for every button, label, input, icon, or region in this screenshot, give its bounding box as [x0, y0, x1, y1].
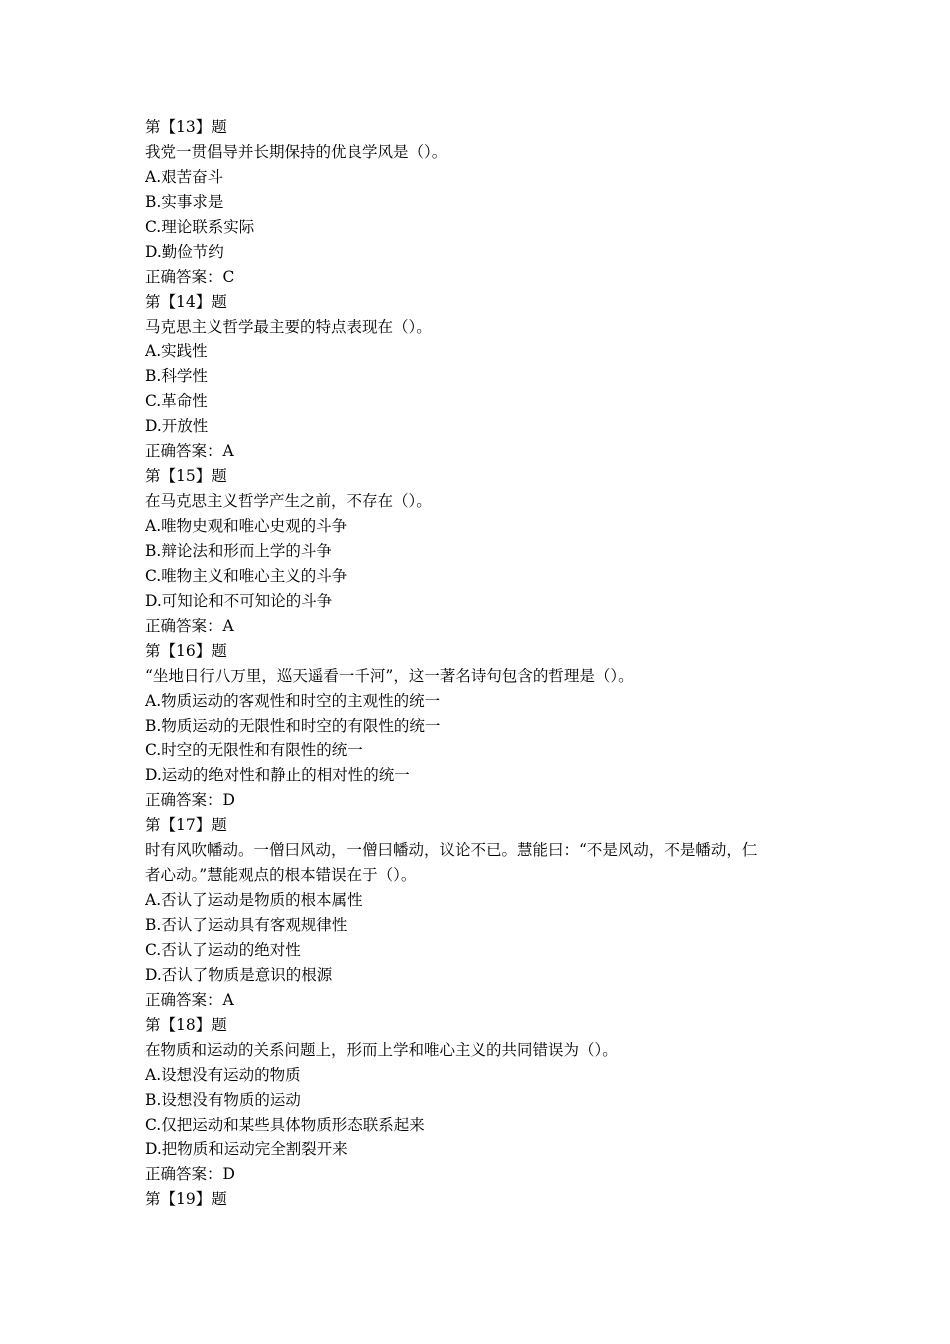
option-b: B.科学性 — [145, 367, 208, 386]
option-a: A.唯物史观和唯心史观的斗争 — [145, 517, 348, 535]
correct-answer: 正确答案：D — [145, 1165, 235, 1184]
option-c: C.时空的无限性和有限性的统一 — [145, 741, 363, 760]
option-d: D.把物质和运动完全割裂开来 — [145, 1140, 348, 1159]
correct-answer: 正确答案：D — [145, 791, 235, 810]
question-list — [145, 115, 815, 1212]
option-a: A.设想没有运动的物质 — [145, 1065, 301, 1084]
question-17 — [145, 813, 815, 1013]
question-stem-line-2: 者心动。”慧能观点的根本错误在于（）。 — [145, 866, 417, 885]
question-stem: 马克思主义哲学最主要的特点表现在（）。 — [145, 317, 432, 336]
question-13 — [145, 115, 815, 290]
question-number: 第【16】题 — [145, 641, 227, 660]
option-c: C.否认了运动的绝对性 — [145, 940, 301, 959]
option-b: B.实事求是 — [145, 192, 224, 211]
question-16 — [145, 639, 815, 814]
option-a: A.实践性 — [145, 342, 208, 361]
question-number: 第【18】题 — [145, 1015, 227, 1034]
option-b: B.物质运动的无限性和时空的有限性的统一 — [145, 716, 441, 735]
option-d: D.运动的绝对性和静止的相对性的统一 — [145, 766, 410, 785]
question-14 — [145, 290, 815, 465]
option-d: D.否认了物质是意识的根源 — [145, 965, 333, 984]
correct-answer: 正确答案：A — [145, 616, 234, 635]
question-18 — [145, 1013, 815, 1188]
correct-answer: 正确答案：A — [145, 442, 234, 461]
option-b: B.否认了运动具有客观规律性 — [145, 916, 348, 934]
option-b: B.设想没有物质的运动 — [145, 1090, 301, 1109]
question-15 — [145, 464, 815, 639]
correct-answer: 正确答案：A — [145, 990, 234, 1009]
question-stem: 在马克思主义哲学产生之前，不存在（）。 — [145, 492, 432, 511]
question-number: 第【13】题 — [145, 118, 227, 136]
option-a: A.艰苦奋斗 — [145, 167, 224, 186]
correct-answer: 正确答案：C — [145, 267, 235, 286]
option-c: C.理论联系实际 — [145, 217, 255, 236]
question-number: 第【19】题 — [145, 1190, 227, 1209]
option-c: C.革命性 — [145, 392, 208, 411]
question-stem-line-1: 时有风吹幡动。一僧曰风动，一僧曰幡动，议论不已。慧能曰：“不是风动，不是幡动，仁 — [145, 841, 758, 860]
question-stem: “坐地日行八万里，巡天遥看一千河”，这一著名诗句包含的哲理是（）。 — [145, 666, 634, 685]
question-number: 第【17】题 — [145, 816, 227, 835]
question-stem: 我党一贯倡导并长期保持的优良学风是（）。 — [145, 142, 448, 161]
option-a: A.物质运动的客观性和时空的主观性的统一 — [145, 691, 441, 710]
option-d: D.勤俭节约 — [145, 242, 224, 261]
option-d: D.可知论和不可知论的斗争 — [145, 591, 333, 610]
question-19 — [145, 1187, 815, 1212]
option-b: B.辩论法和形而上学的斗争 — [145, 541, 332, 560]
question-stem: 在物质和运动的关系问题上，形而上学和唯心主义的共同错误为（）。 — [145, 1040, 618, 1059]
option-d: D.开放性 — [145, 417, 209, 436]
option-a: A.否认了运动是物质的根本属性 — [145, 891, 363, 910]
option-c: C.唯物主义和唯心主义的斗争 — [145, 566, 348, 585]
option-c: C.仅把运动和某些具体物质形态联系起来 — [145, 1115, 425, 1134]
question-number: 第【15】题 — [145, 467, 227, 486]
question-number: 第【14】题 — [145, 292, 227, 311]
